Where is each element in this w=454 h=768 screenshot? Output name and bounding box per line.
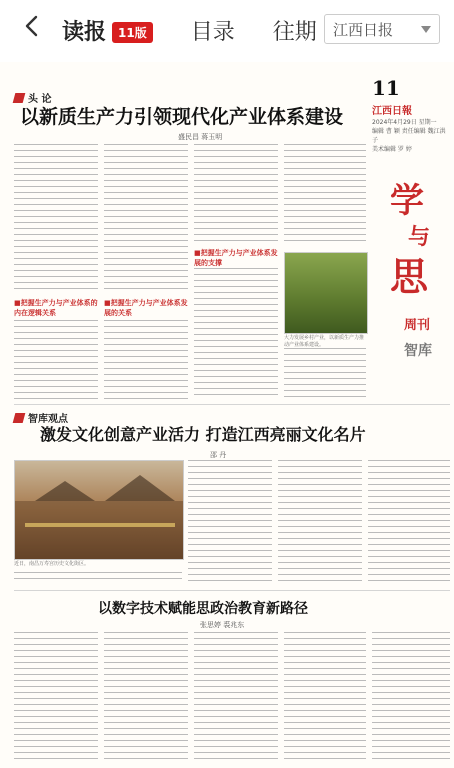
tab-read[interactable] (62, 15, 153, 46)
article1-col-2 (104, 144, 188, 294)
article1-col-3 (194, 144, 278, 244)
chevron-left-icon[interactable] (20, 14, 44, 38)
section-mark-icon (13, 93, 26, 103)
article3-col-4 (284, 632, 366, 762)
date-line: 2024年4月29日 星期一 (372, 119, 437, 126)
column-brush-title (382, 172, 446, 302)
article3-title[interactable]: 以数字技术赋能思政治教育新路径 (98, 601, 308, 617)
divider-1 (14, 404, 450, 405)
newspaper-select-value: 江西日报 (333, 20, 394, 39)
page-info (372, 118, 450, 154)
chevron-down-icon (421, 26, 431, 33)
article2-col-3 (368, 460, 450, 582)
article2-title[interactable]: 激发文化创意产业活力 打造江西亮丽文化名片 (40, 425, 366, 444)
article1-col-1b (14, 320, 98, 400)
newspaper-select[interactable] (324, 14, 440, 44)
article3-col-1 (14, 632, 98, 762)
article1-col-3b (194, 268, 278, 400)
masthead: 江西日報 (372, 106, 412, 117)
editor-line-2: 美术编辑 罗 婷 (372, 146, 412, 153)
section-tag-lead: 头 论 (14, 90, 51, 105)
divider-2 (14, 590, 450, 591)
article1-title[interactable]: 以新质生产力引领现代化产业体系建设 (20, 106, 344, 128)
article1-col-4 (284, 144, 366, 244)
brush-char-3: 思 (390, 254, 429, 299)
article3-col-5 (372, 632, 450, 762)
tab-archive[interactable]: 往期 (272, 19, 317, 45)
article3-col-2 (104, 632, 188, 762)
article1-subhead-2: ■把握生产力与产业体系发展的关系 (104, 299, 188, 317)
nav-tabs (62, 10, 355, 50)
article1-subhead-1: ■把握生产力与产业体系的内在逻辑关系 (14, 299, 98, 317)
brush-char-2: 与 (408, 224, 431, 250)
column-sub: 智库 (404, 343, 432, 359)
newspaper-page[interactable] (0, 62, 454, 768)
article1-col-1 (14, 144, 98, 294)
article1-photo[interactable] (284, 252, 368, 334)
tab-contents[interactable]: 目录 (190, 19, 235, 45)
article2-col-0 (14, 572, 182, 584)
top-nav-bar (0, 0, 454, 63)
column-weekly: 周刊 (404, 318, 431, 333)
article1-subhead-3: ■把握生产力与产业体系发展的支撑 (194, 249, 278, 267)
article1-col-2b (104, 320, 188, 400)
page-badge: 11版 (112, 22, 153, 43)
article3-byline: 张思婷 裘兆东 (200, 621, 245, 629)
editor-line: 编辑 曹 颖 责任编辑 魏江洪子 (372, 128, 446, 144)
brush-char-1: 学 (390, 181, 424, 221)
article2-col-1 (188, 460, 272, 582)
tab-read-label: 读报 (62, 19, 107, 45)
article2-col-2 (278, 460, 362, 582)
article2-byline: 邵 丹 (210, 451, 227, 459)
section-mark-icon (13, 413, 26, 423)
article2-photo-caption: 近日，南昌万寿宫历史文化街区。 (14, 561, 90, 567)
article1-byline: 盛民昌 蒋玉明 (178, 133, 223, 141)
street-scene-illustration (15, 461, 183, 559)
page-number: 11 (372, 76, 400, 100)
article1-photo-caption: 大力发展乡村产业，以新质生产力推动产业体系建设。 (284, 335, 365, 348)
section-tag-think: 智库观点 (14, 410, 68, 425)
article2-photo[interactable] (14, 460, 184, 560)
article1-col-4b (284, 348, 366, 400)
article3-col-3 (194, 632, 278, 762)
